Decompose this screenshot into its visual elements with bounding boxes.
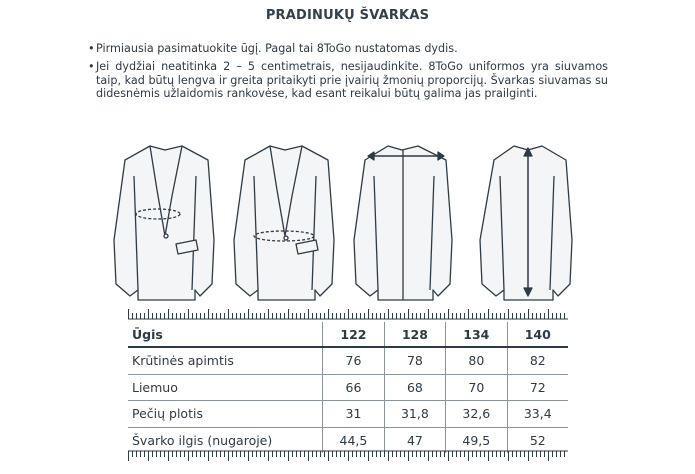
table-cell: 52 bbox=[507, 428, 568, 454]
table-cell: 70 bbox=[445, 375, 506, 401]
table-cell: 82 bbox=[507, 348, 568, 374]
bullet-icon: • bbox=[88, 60, 95, 74]
table-row bbox=[128, 348, 568, 375]
table-row bbox=[128, 401, 568, 428]
bottom-ruler bbox=[128, 450, 568, 462]
bullet-icon: • bbox=[88, 42, 95, 55]
header-cell: 134 bbox=[445, 322, 506, 346]
table-cell: 32,6 bbox=[445, 401, 506, 427]
table-cell: 72 bbox=[507, 375, 568, 401]
jacket-front-hip-icon bbox=[234, 146, 334, 300]
table-cell: 33,4 bbox=[507, 401, 568, 427]
instruction-text: Jei dydžiai neatitinka 2 – 5 centimetrais, nesijaudinkite. 8ToGo uniformos yra siuvamos taip, kad būtų lengva ir greita pritaikyti prie įvairių žmonių proporcijų. Švarkas siuvamas su didesnėmis užlaidomis rankovėse, kad esant reikalui būtų galima jas prailginti. bbox=[96, 60, 608, 101]
jacket-back-shoulder-icon bbox=[354, 146, 452, 300]
table-cell: 44,5 bbox=[322, 428, 383, 454]
top-ruler bbox=[128, 308, 568, 320]
table-cell: 31 bbox=[322, 401, 383, 427]
table-cell: 78 bbox=[384, 348, 445, 374]
jacket-front-waist-icon bbox=[114, 146, 214, 300]
table-cell: 31,8 bbox=[384, 401, 445, 427]
header-cell: Ūgis bbox=[132, 326, 163, 342]
page-title: PRADINUKŲ ŠVARKAS bbox=[265, 8, 430, 23]
header-cell: 128 bbox=[384, 322, 445, 346]
table-cell: 66 bbox=[322, 375, 383, 401]
table-cell: 49,5 bbox=[445, 428, 506, 454]
table-cell: 47 bbox=[384, 428, 445, 454]
table-row bbox=[128, 375, 568, 402]
size-table bbox=[128, 322, 568, 453]
table-header-row bbox=[128, 322, 568, 348]
table-cell: 68 bbox=[384, 375, 445, 401]
jacket-back-length-icon bbox=[480, 146, 572, 300]
table-cell: 76 bbox=[322, 348, 383, 374]
row-label: Švarko ilgis (nugaroje) bbox=[132, 432, 273, 448]
instruction-text: Pirmiausia pasimatuokite ūgį. Pagal tai 8ToGo nustatomas dydis. bbox=[96, 42, 458, 55]
table-cell: 80 bbox=[445, 348, 506, 374]
row-label: Pečių plotis bbox=[132, 406, 203, 422]
row-label: Krūtinės apimtis bbox=[132, 353, 234, 369]
header-cell: 140 bbox=[507, 322, 568, 346]
header-cell: 122 bbox=[322, 322, 383, 346]
row-label: Liemuo bbox=[132, 379, 178, 395]
